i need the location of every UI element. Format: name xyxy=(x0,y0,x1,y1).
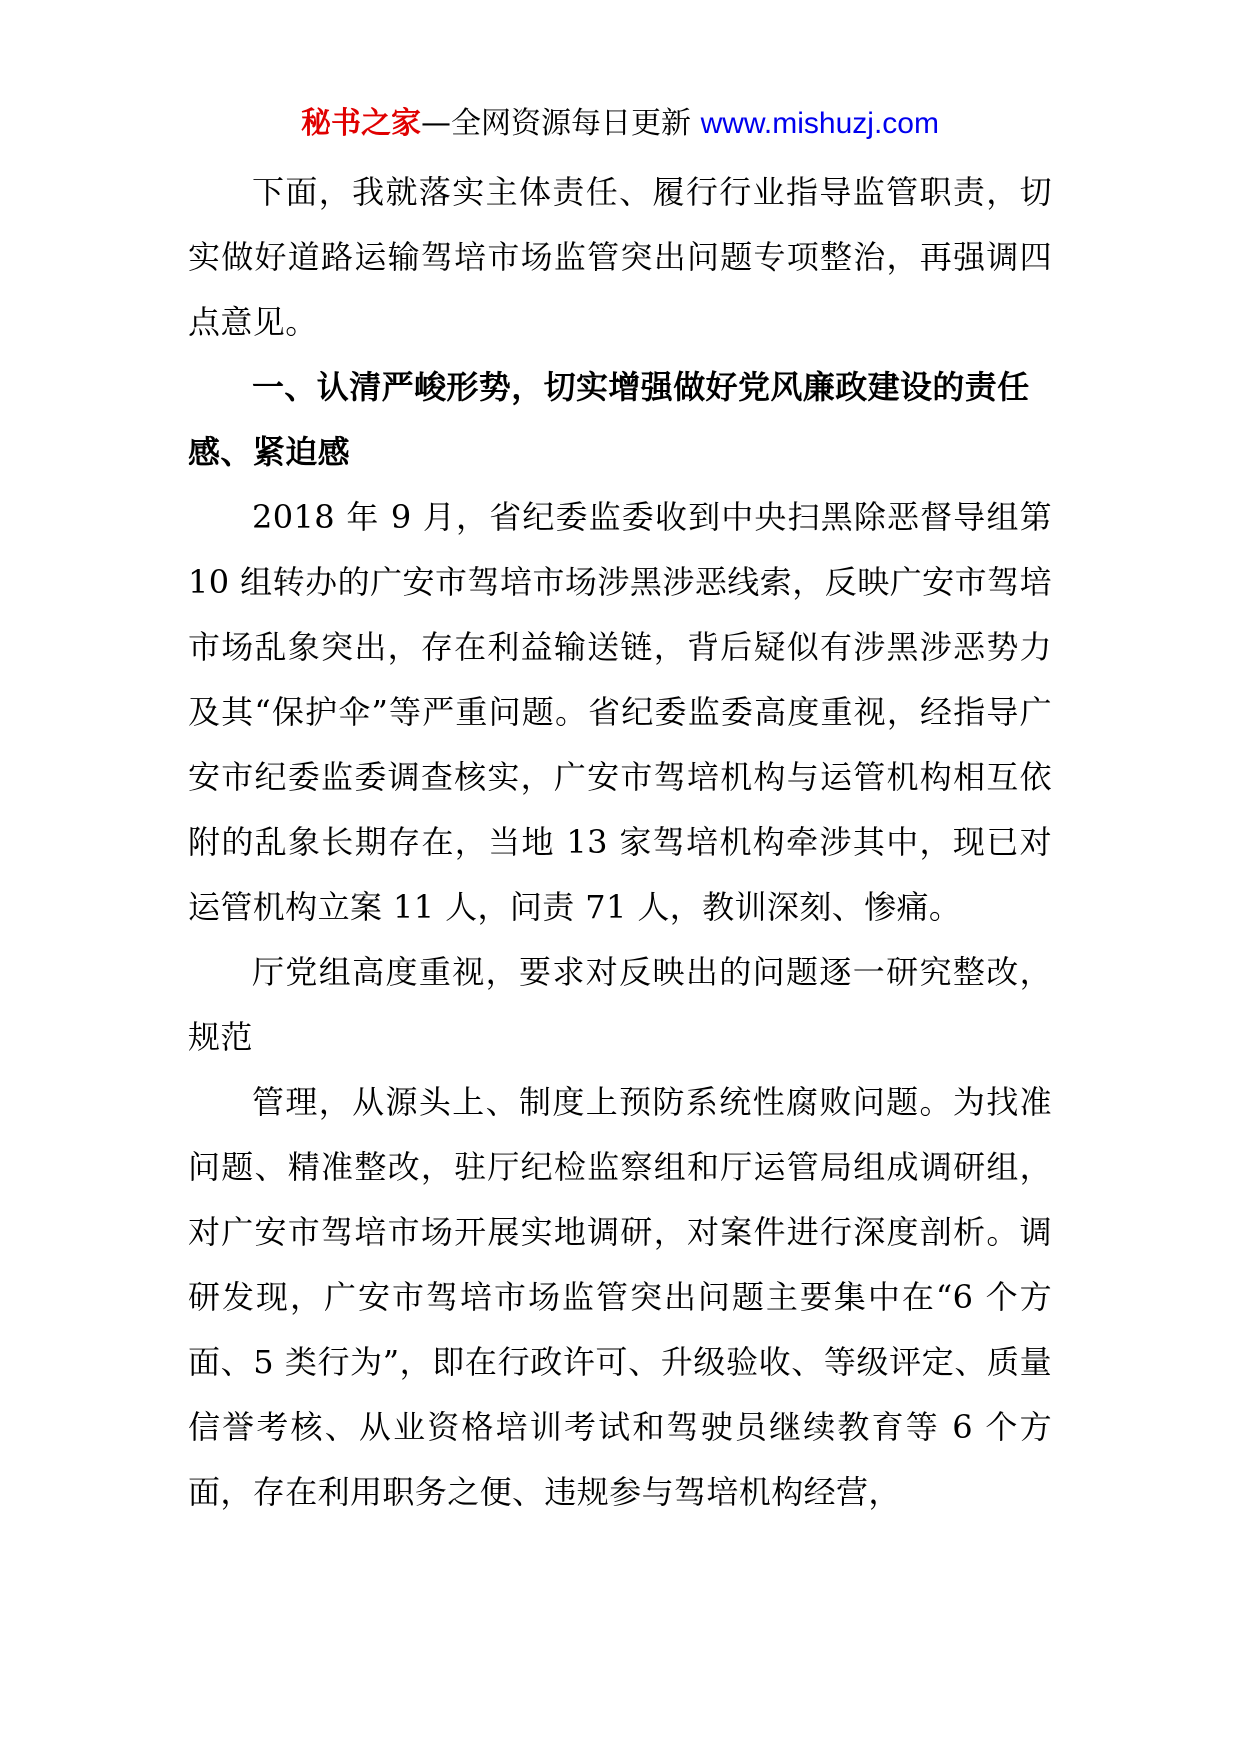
site-brand: 秘书之家 xyxy=(301,106,422,141)
site-tagline: —全网资源每日更新 xyxy=(421,106,701,141)
section-heading-1: 一、认清严峻形势，切实增强做好党风廉政建设的责任感、紧迫感 xyxy=(188,368,1030,471)
body-paragraph: 2018 年 9 月，省纪委监委收到中央扫黑除恶督导组第 10 组转办的广安市驾培市场涉黑涉恶线索，反映广安市驾培市场乱象突出，存在利益输送链，背后疑似有涉黑涉恶势力及其“保护伞”等严重问题。省纪委监委高度重视，经指导广安市纪委监委调查核实，广安市驾培机构与运管机构相互依附的乱象长期存在，当地 13 家驾培机构牵涉其中，现已对运管机构立案 11 人，问责 71 人，教训深刻、惨痛。 xyxy=(188,498,1052,926)
intro-paragraph: 下面，我就落实主体责任、履行行业指导监管职责，切实做好道路运输驾培市场监管突出问题专项整治，再强调四点意见。 xyxy=(188,173,1052,341)
site-url-link[interactable]: www.mishuzj.com xyxy=(700,107,939,140)
site-header xyxy=(0,104,1240,144)
document-body xyxy=(188,160,1052,1525)
body-paragraph: 管理，从源头上、制度上预防系统性腐败问题。为找准问题、精准整改，驻厅纪检监察组和厅运管局组成调研组，对广安市驾培市场开展实地调研，对案件进行深度剖析。调研发现，广安市驾培市场监管突出问题主要集中在“6 个方面、5 类行为”，即在行政许可、升级验收、等级评定、质量信誉考核、从业资格培训考试和驾驶员继续教育等 6 个方面，存在利用职务之便、违规参与驾培机构经营， xyxy=(188,1083,1052,1511)
body-paragraph: 厅党组高度重视，要求对反映出的问题逐一研究整改，规范 xyxy=(188,953,1052,1056)
